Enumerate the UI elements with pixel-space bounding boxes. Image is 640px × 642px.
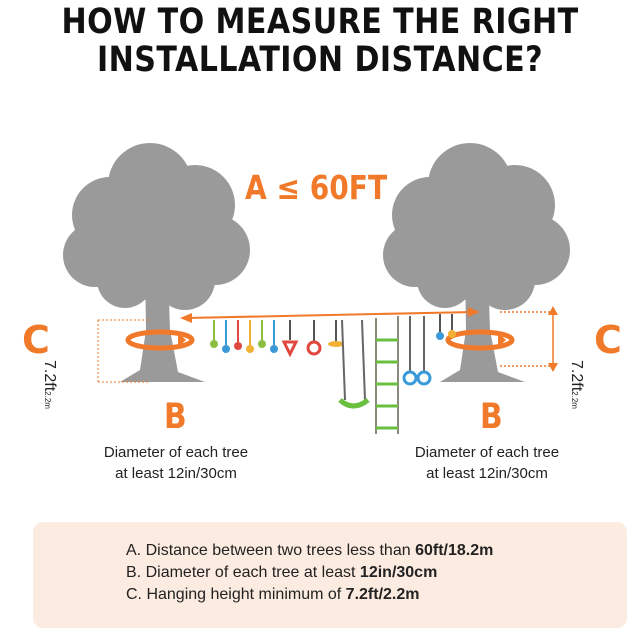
distance-label: A ≤ 60FT bbox=[245, 168, 388, 207]
summary-item-a: A. Distance between two trees less than 60ft/18.2m bbox=[126, 542, 494, 559]
obstacle-course bbox=[210, 314, 456, 434]
summary-list bbox=[126, 540, 493, 606]
marker-b-left: B bbox=[164, 397, 187, 437]
right-tree-caption bbox=[387, 442, 587, 484]
left-tree-caption-line-1: Diameter of each tree bbox=[103, 444, 249, 461]
left-tree-caption bbox=[76, 442, 276, 484]
marker-c-left: C bbox=[22, 318, 50, 362]
marker-b-right: B bbox=[480, 397, 503, 437]
right-bracket-arrow-down bbox=[548, 363, 558, 372]
right-height-bracket bbox=[500, 312, 553, 366]
page-title-line-2: INSTALLATION DISTANCE? bbox=[97, 40, 543, 80]
page-title-line-1: HOW TO MEASURE THE RIGHT bbox=[61, 2, 579, 42]
right-tree-caption-line-2: at least 12in/30cm bbox=[426, 465, 548, 482]
right-tree-caption-line-1: Diameter of each tree bbox=[414, 444, 560, 461]
summary-panel bbox=[33, 522, 627, 628]
summary-item-b: B. Diameter of each tree at least 12in/30cm bbox=[126, 564, 438, 581]
right-bracket-arrow-up bbox=[548, 306, 558, 315]
height-label-right: 7.2ft2.2m bbox=[568, 360, 585, 409]
left-tree-caption-line-2: at least 12in/30cm bbox=[115, 465, 237, 482]
height-label-left: 7.2ft2.2m bbox=[41, 360, 58, 409]
marker-c-right: C bbox=[594, 318, 622, 362]
summary-item-c: C. Hanging height minimum of 7.2ft/2.2m bbox=[126, 586, 420, 603]
